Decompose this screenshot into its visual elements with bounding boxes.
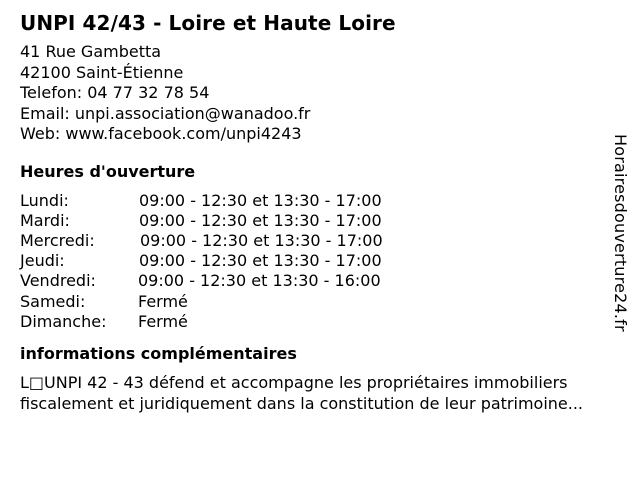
hours-row-tuesday <box>20 211 620 231</box>
day-label: Samedi: <box>20 291 86 311</box>
day-label: Dimanche: <box>20 311 107 331</box>
day-label: Mardi: <box>20 210 70 230</box>
hours-row-wednesday <box>20 231 620 251</box>
page-title: UNPI 42/43 - Loire et Haute Loire <box>20 11 396 35</box>
day-label: Lundi: <box>20 190 69 210</box>
hours-heading: Heures d'ouverture <box>20 161 196 181</box>
side-brand-label: Horairesdouverture24.fr <box>611 134 630 332</box>
city-line: 42100 Saint-Étienne <box>20 62 184 82</box>
hours-row-friday <box>20 271 620 291</box>
day-label: Jeudi: <box>20 251 65 271</box>
hours-value: 09:00 - 12:30 et 13:30 - 16:00 <box>138 271 381 291</box>
day-label: Vendredi: <box>20 271 96 291</box>
hours-row-monday <box>20 191 620 211</box>
hours-row-saturday <box>20 292 620 312</box>
web-line: Web: www.facebook.com/unpi4243 <box>20 124 302 143</box>
business-card <box>20 10 620 414</box>
day-label: Mercredi: <box>20 230 95 250</box>
info-line: fiscalement et juridiquement dans la constitution de leur patrimoine... <box>20 393 584 413</box>
street-address: 41 Rue Gambetta <box>20 42 162 61</box>
info-heading: informations complémentaires <box>20 343 297 363</box>
opening-hours-table <box>20 191 620 332</box>
hours-value: 09:00 - 12:30 et 13:30 - 17:00 <box>140 230 383 250</box>
phone-line: Telefon: 04 77 32 78 54 <box>20 83 210 102</box>
hours-value: 09:00 - 12:30 et 13:30 - 17:00 <box>139 251 382 271</box>
email-line: Email: unpi.association@wanadoo.fr <box>20 103 311 123</box>
info-description <box>20 372 620 414</box>
info-line: L□UNPI 42 - 43 défend et accompagne les propriétaires immobiliers <box>20 372 568 392</box>
hours-row-sunday <box>20 312 620 332</box>
hours-value: 09:00 - 12:30 et 13:30 - 17:00 <box>139 210 382 230</box>
address-block <box>20 42 620 145</box>
hours-value: 09:00 - 12:30 et 13:30 - 17:00 <box>139 190 382 210</box>
hours-row-thursday <box>20 251 620 271</box>
hours-value: Fermé <box>138 291 188 311</box>
hours-value: Fermé <box>138 311 188 331</box>
